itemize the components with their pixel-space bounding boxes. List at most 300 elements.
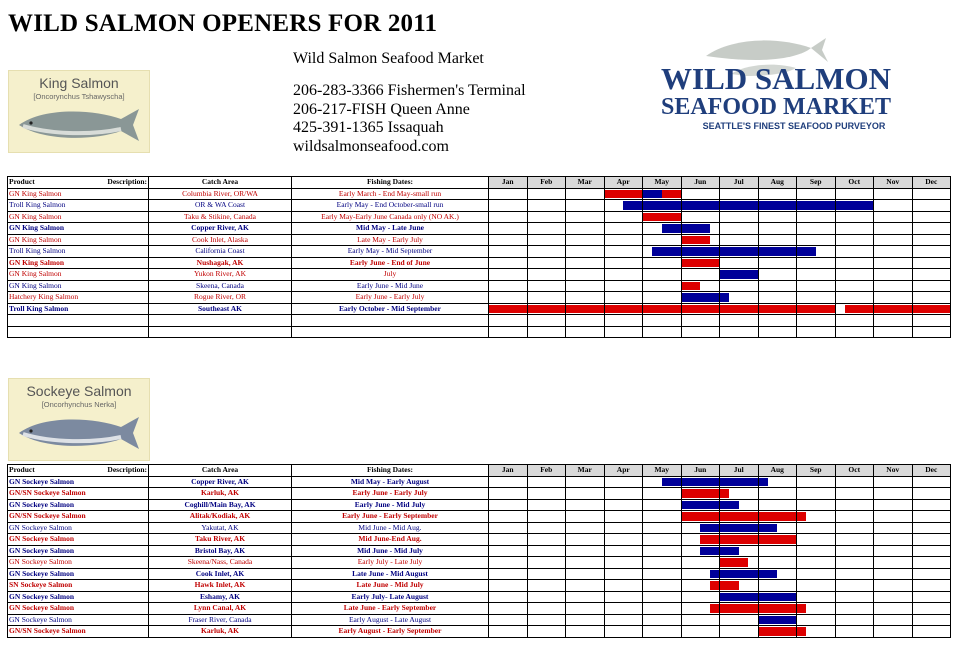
- fishing-dates-cell: Early May - Mid September: [292, 246, 489, 258]
- month-cell-sep: [797, 626, 836, 638]
- month-cell-jun: [681, 603, 720, 615]
- month-cell-aug: [758, 614, 797, 626]
- product-cell: GN/SN Sockeye Salmon: [8, 626, 149, 638]
- fishing-dates-cell: Late June - Mid July: [292, 580, 489, 592]
- fishing-dates-cell: Early March - End May-small run: [292, 188, 489, 200]
- month-cell-jun: [681, 257, 720, 269]
- month-cell-apr: [604, 326, 643, 338]
- month-cell-oct: [835, 534, 874, 546]
- month-cell-sep: [797, 499, 836, 511]
- month-cell-oct: [835, 246, 874, 258]
- month-cell-nov: [874, 246, 913, 258]
- month-cell-apr: [604, 211, 643, 223]
- month-cell-nov: [874, 315, 913, 327]
- header-month-feb: Feb: [527, 177, 566, 189]
- month-cell-dec: [912, 303, 951, 315]
- fishing-dates-cell: Late June - Mid August: [292, 568, 489, 580]
- month-cell-apr: [604, 257, 643, 269]
- month-cell-dec: [912, 557, 951, 569]
- month-cell-nov: [874, 545, 913, 557]
- month-cell-jan: [489, 603, 528, 615]
- month-cell-feb: [527, 499, 566, 511]
- month-cell-jun: [681, 246, 720, 258]
- season-bar-segment: [720, 501, 739, 510]
- month-cell-jul: [720, 280, 759, 292]
- month-cell-jun: [681, 522, 720, 534]
- catch-area-cell: Cook Inlet, Alaska: [149, 234, 292, 246]
- sockeye-salmon-fish-icon: [13, 409, 145, 457]
- season-bar-segment: [720, 489, 729, 498]
- header-month-aug: Aug: [758, 177, 797, 189]
- season-bar-segment: [797, 305, 835, 314]
- fishing-dates-cell: [292, 315, 489, 327]
- month-cell-dec: [912, 499, 951, 511]
- catch-area-cell: Skeena, Canada: [149, 280, 292, 292]
- month-cell-dec: [912, 476, 951, 488]
- month-cell-dec: [912, 568, 951, 580]
- king-salmon-table-body: [8, 188, 951, 338]
- month-cell-may: [643, 234, 682, 246]
- month-cell-nov: [874, 188, 913, 200]
- month-cell-aug: [758, 534, 797, 546]
- month-cell-jan: [489, 568, 528, 580]
- month-cell-may: [643, 580, 682, 592]
- season-bar-segment: [710, 581, 719, 590]
- month-cell-aug: [758, 246, 797, 258]
- season-bar-segment: [682, 236, 710, 245]
- sockeye-salmon-table-header: [8, 465, 951, 477]
- product-cell: GN Sockeye Salmon: [8, 557, 149, 569]
- fishing-dates-cell: Mid May - Late June: [292, 223, 489, 235]
- fishing-dates-cell: Mid May - Early August: [292, 476, 489, 488]
- season-bar-segment: [720, 547, 739, 556]
- month-cell-jan: [489, 591, 528, 603]
- product-cell: [8, 326, 149, 338]
- month-cell-feb: [527, 568, 566, 580]
- month-cell-jun: [681, 488, 720, 500]
- king-salmon-card-title: King Salmon: [39, 75, 119, 91]
- month-cell-apr: [604, 511, 643, 523]
- month-cell-dec: [912, 200, 951, 212]
- season-bar-segment: [759, 524, 778, 533]
- header-month-mar: Mar: [566, 177, 605, 189]
- table-row: [8, 303, 951, 315]
- header-month-sep: Sep: [797, 177, 836, 189]
- month-cell-apr: [604, 234, 643, 246]
- month-cell-jan: [489, 200, 528, 212]
- month-cell-feb: [527, 626, 566, 638]
- season-bar-segment: [720, 535, 758, 544]
- season-bar-segment: [720, 247, 758, 256]
- store-name: Wild Salmon Seafood Market: [293, 50, 484, 67]
- table-row: [8, 557, 951, 569]
- season-bar-segment: [720, 305, 758, 314]
- fishing-dates-cell: Early June - Early July: [292, 488, 489, 500]
- month-cell-oct: [835, 522, 874, 534]
- season-bar-segment: [720, 293, 729, 302]
- header-product: [8, 465, 149, 477]
- month-cell-nov: [874, 591, 913, 603]
- month-cell-sep: [797, 476, 836, 488]
- month-cell-jan: [489, 557, 528, 569]
- month-cell-dec: [912, 511, 951, 523]
- month-cell-jan: [489, 488, 528, 500]
- season-bar-segment: [682, 201, 720, 210]
- season-bar-segment: [682, 305, 720, 314]
- month-cell-oct: [835, 269, 874, 281]
- product-cell: GN Sockeye Salmon: [8, 603, 149, 615]
- month-cell-dec: [912, 488, 951, 500]
- month-cell-mar: [566, 557, 605, 569]
- season-bar-segment: [605, 305, 643, 314]
- month-cell-nov: [874, 211, 913, 223]
- month-cell-sep: [797, 188, 836, 200]
- product-cell: GN Sockeye Salmon: [8, 522, 149, 534]
- season-bar-segment: [710, 570, 719, 579]
- catch-area-cell: Columbia River, OR/WA: [149, 188, 292, 200]
- month-cell-jun: [681, 223, 720, 235]
- header-month-jul: Jul: [720, 465, 759, 477]
- month-cell-may: [643, 200, 682, 212]
- month-cell-dec: [912, 257, 951, 269]
- table-row: [8, 522, 951, 534]
- month-cell-oct: [835, 545, 874, 557]
- table-row: [8, 476, 951, 488]
- month-cell-sep: [797, 326, 836, 338]
- month-cell-jul: [720, 234, 759, 246]
- season-bar-segment: [759, 604, 797, 613]
- sockeye-salmon-table: [7, 464, 951, 638]
- month-cell-aug: [758, 522, 797, 534]
- king-salmon-card-subtitle: [Oncorynchus Tshawyscha]: [33, 92, 125, 101]
- table-row: [8, 534, 951, 546]
- month-cell-feb: [527, 511, 566, 523]
- month-cell-dec: [912, 280, 951, 292]
- month-cell-mar: [566, 315, 605, 327]
- month-cell-apr: [604, 614, 643, 626]
- month-cell-jun: [681, 626, 720, 638]
- month-cell-jun: [681, 511, 720, 523]
- month-cell-may: [643, 188, 682, 200]
- fishing-dates-cell: Early May - End October-small run: [292, 200, 489, 212]
- month-cell-mar: [566, 580, 605, 592]
- month-cell-jan: [489, 476, 528, 488]
- month-cell-may: [643, 568, 682, 580]
- month-cell-jan: [489, 315, 528, 327]
- month-cell-feb: [527, 280, 566, 292]
- month-cell-mar: [566, 476, 605, 488]
- month-cell-feb: [527, 211, 566, 223]
- month-cell-oct: [835, 557, 874, 569]
- season-bar-segment: [662, 478, 681, 487]
- table-row: [8, 211, 951, 223]
- header-description-label: Description:: [107, 465, 147, 475]
- month-cell-mar: [566, 614, 605, 626]
- store-phone-issaquah: 425-391-1365 Issaquah: [293, 119, 444, 136]
- king-salmon-table: [7, 176, 951, 338]
- month-cell-jun: [681, 269, 720, 281]
- month-cell-apr: [604, 200, 643, 212]
- month-cell-mar: [566, 534, 605, 546]
- product-cell: SN Sockeye Salmon: [8, 580, 149, 592]
- month-cell-jul: [720, 580, 759, 592]
- month-cell-jun: [681, 188, 720, 200]
- month-cell-jan: [489, 511, 528, 523]
- month-cell-dec: [912, 580, 951, 592]
- month-cell-oct: [835, 511, 874, 523]
- season-bar-segment: [913, 305, 951, 314]
- catch-area-cell: Skeena/Nass, Canada: [149, 557, 292, 569]
- month-cell-apr: [604, 591, 643, 603]
- king-salmon-fish-icon: [13, 101, 145, 149]
- month-cell-jan: [489, 522, 528, 534]
- month-cell-mar: [566, 591, 605, 603]
- month-cell-sep: [797, 603, 836, 615]
- month-cell-sep: [797, 234, 836, 246]
- table-row: [8, 188, 951, 200]
- month-cell-mar: [566, 223, 605, 235]
- month-cell-jun: [681, 499, 720, 511]
- month-cell-dec: [912, 626, 951, 638]
- sockeye-salmon-card: [8, 378, 150, 461]
- catch-area-cell: Rogue River, OR: [149, 292, 292, 304]
- month-cell-feb: [527, 591, 566, 603]
- month-cell-may: [643, 292, 682, 304]
- fishing-dates-cell: Early October - Mid September: [292, 303, 489, 315]
- month-cell-jan: [489, 269, 528, 281]
- month-cell-oct: [835, 603, 874, 615]
- month-cell-may: [643, 257, 682, 269]
- header-month-oct: Oct: [835, 177, 874, 189]
- month-cell-sep: [797, 534, 836, 546]
- month-cell-jan: [489, 257, 528, 269]
- table-row: [8, 257, 951, 269]
- month-cell-mar: [566, 234, 605, 246]
- month-cell-jun: [681, 280, 720, 292]
- season-bar-segment: [797, 604, 806, 613]
- month-cell-aug: [758, 603, 797, 615]
- month-cell-dec: [912, 614, 951, 626]
- month-cell-feb: [527, 476, 566, 488]
- month-cell-nov: [874, 257, 913, 269]
- month-cell-aug: [758, 488, 797, 500]
- season-bar-segment: [682, 259, 720, 268]
- season-bar-segment: [759, 247, 797, 256]
- month-cell-dec: [912, 292, 951, 304]
- season-bar-segment: [720, 604, 758, 613]
- product-cell: GN/SN Sockeye Salmon: [8, 488, 149, 500]
- month-cell-oct: [835, 200, 874, 212]
- month-cell-sep: [797, 315, 836, 327]
- month-cell-sep: [797, 211, 836, 223]
- season-bar-segment: [682, 247, 720, 256]
- month-cell-oct: [835, 626, 874, 638]
- month-cell-sep: [797, 223, 836, 235]
- season-bar-segment: [720, 570, 758, 579]
- product-cell: GN Sockeye Salmon: [8, 476, 149, 488]
- month-cell-jul: [720, 603, 759, 615]
- catch-area-cell: Southeast AK: [149, 303, 292, 315]
- month-cell-nov: [874, 614, 913, 626]
- month-cell-jul: [720, 626, 759, 638]
- month-cell-apr: [604, 499, 643, 511]
- product-cell: Troll King Salmon: [8, 200, 149, 212]
- header-month-jul: Jul: [720, 177, 759, 189]
- table-row: [8, 280, 951, 292]
- month-cell-jan: [489, 580, 528, 592]
- catch-area-cell: Alitak/Kodiak, AK: [149, 511, 292, 523]
- month-cell-apr: [604, 557, 643, 569]
- month-cell-apr: [604, 626, 643, 638]
- month-cell-may: [643, 614, 682, 626]
- product-cell: GN King Salmon: [8, 257, 149, 269]
- month-cell-aug: [758, 223, 797, 235]
- season-bar-segment: [528, 305, 566, 314]
- month-cell-aug: [758, 303, 797, 315]
- month-cell-sep: [797, 246, 836, 258]
- month-cell-aug: [758, 280, 797, 292]
- month-cell-sep: [797, 269, 836, 281]
- month-cell-jun: [681, 568, 720, 580]
- season-bar-segment: [759, 570, 778, 579]
- header-product-label: Product: [9, 465, 35, 475]
- logo-line-2: SEAFOOD MARKET: [660, 94, 892, 120]
- fishing-dates-cell: Early June - Early September: [292, 511, 489, 523]
- product-cell: GN/SN Sockeye Salmon: [8, 511, 149, 523]
- month-cell-jan: [489, 188, 528, 200]
- month-cell-apr: [604, 545, 643, 557]
- month-cell-may: [643, 591, 682, 603]
- month-cell-aug: [758, 476, 797, 488]
- table-row: [8, 603, 951, 615]
- season-bar-segment: [720, 558, 748, 567]
- month-cell-sep: [797, 522, 836, 534]
- month-cell-mar: [566, 257, 605, 269]
- season-bar-segment: [759, 616, 797, 625]
- month-cell-feb: [527, 234, 566, 246]
- fishing-dates-cell: Early June - Early July: [292, 292, 489, 304]
- header-description-label: Description:: [107, 177, 147, 187]
- catch-area-cell: [149, 315, 292, 327]
- month-cell-jun: [681, 534, 720, 546]
- catch-area-cell: OR & WA Coast: [149, 200, 292, 212]
- month-cell-nov: [874, 303, 913, 315]
- month-cell-jan: [489, 614, 528, 626]
- store-phone-fishermens-terminal: 206-283-3366 Fishermen's Terminal: [293, 82, 526, 99]
- month-cell-aug: [758, 626, 797, 638]
- month-cell-apr: [604, 522, 643, 534]
- month-cell-jul: [720, 315, 759, 327]
- month-cell-apr: [604, 280, 643, 292]
- header-month-dec: Dec: [912, 177, 951, 189]
- month-cell-feb: [527, 557, 566, 569]
- month-cell-feb: [527, 488, 566, 500]
- season-bar-segment: [720, 478, 758, 487]
- month-cell-jul: [720, 326, 759, 338]
- month-cell-jan: [489, 326, 528, 338]
- month-cell-sep: [797, 511, 836, 523]
- catch-area-cell: Bristol Bay, AK: [149, 545, 292, 557]
- season-bar-segment: [720, 593, 758, 602]
- season-bar-segment: [710, 604, 719, 613]
- catch-area-cell: Lynn Canal, AK: [149, 603, 292, 615]
- month-cell-nov: [874, 292, 913, 304]
- month-cell-aug: [758, 315, 797, 327]
- month-cell-may: [643, 545, 682, 557]
- month-cell-nov: [874, 557, 913, 569]
- wild-salmon-logo: [636, 34, 921, 134]
- month-cell-apr: [604, 303, 643, 315]
- month-cell-jun: [681, 200, 720, 212]
- header-month-apr: Apr: [604, 465, 643, 477]
- month-cell-aug: [758, 292, 797, 304]
- month-cell-sep: [797, 200, 836, 212]
- header-month-mar: Mar: [566, 465, 605, 477]
- month-cell-aug: [758, 591, 797, 603]
- month-cell-jul: [720, 188, 759, 200]
- month-cell-apr: [604, 269, 643, 281]
- month-cell-mar: [566, 326, 605, 338]
- month-cell-aug: [758, 200, 797, 212]
- header-row: [8, 177, 951, 189]
- table-row: [8, 626, 951, 638]
- header-catch-area: Catch Area: [149, 177, 292, 189]
- month-cell-jan: [489, 292, 528, 304]
- month-cell-oct: [835, 580, 874, 592]
- month-cell-nov: [874, 603, 913, 615]
- month-cell-oct: [835, 315, 874, 327]
- month-cell-may: [643, 246, 682, 258]
- month-cell-may: [643, 603, 682, 615]
- month-cell-feb: [527, 534, 566, 546]
- month-cell-nov: [874, 511, 913, 523]
- store-phone-queen-anne: 206-217-FISH Queen Anne: [293, 100, 470, 118]
- month-cell-oct: [835, 223, 874, 235]
- month-cell-feb: [527, 315, 566, 327]
- month-cell-feb: [527, 269, 566, 281]
- month-cell-oct: [835, 257, 874, 269]
- month-cell-feb: [527, 545, 566, 557]
- month-cell-nov: [874, 580, 913, 592]
- month-cell-nov: [874, 234, 913, 246]
- month-cell-feb: [527, 188, 566, 200]
- season-bar-segment: [797, 201, 835, 210]
- month-cell-sep: [797, 280, 836, 292]
- month-cell-dec: [912, 591, 951, 603]
- month-cell-jul: [720, 257, 759, 269]
- season-bar-segment: [836, 201, 874, 210]
- month-cell-apr: [604, 246, 643, 258]
- month-cell-jul: [720, 200, 759, 212]
- month-cell-nov: [874, 522, 913, 534]
- month-cell-may: [643, 511, 682, 523]
- product-cell: GN Sockeye Salmon: [8, 499, 149, 511]
- catch-area-cell: California Coast: [149, 246, 292, 258]
- month-cell-jul: [720, 211, 759, 223]
- month-cell-sep: [797, 292, 836, 304]
- month-cell-dec: [912, 223, 951, 235]
- month-cell-apr: [604, 315, 643, 327]
- month-cell-jul: [720, 614, 759, 626]
- month-cell-nov: [874, 269, 913, 281]
- month-cell-jul: [720, 591, 759, 603]
- product-cell: GN King Salmon: [8, 280, 149, 292]
- product-cell: GN King Salmon: [8, 269, 149, 281]
- month-cell-may: [643, 303, 682, 315]
- month-cell-sep: [797, 545, 836, 557]
- header-month-feb: Feb: [527, 465, 566, 477]
- month-cell-jan: [489, 280, 528, 292]
